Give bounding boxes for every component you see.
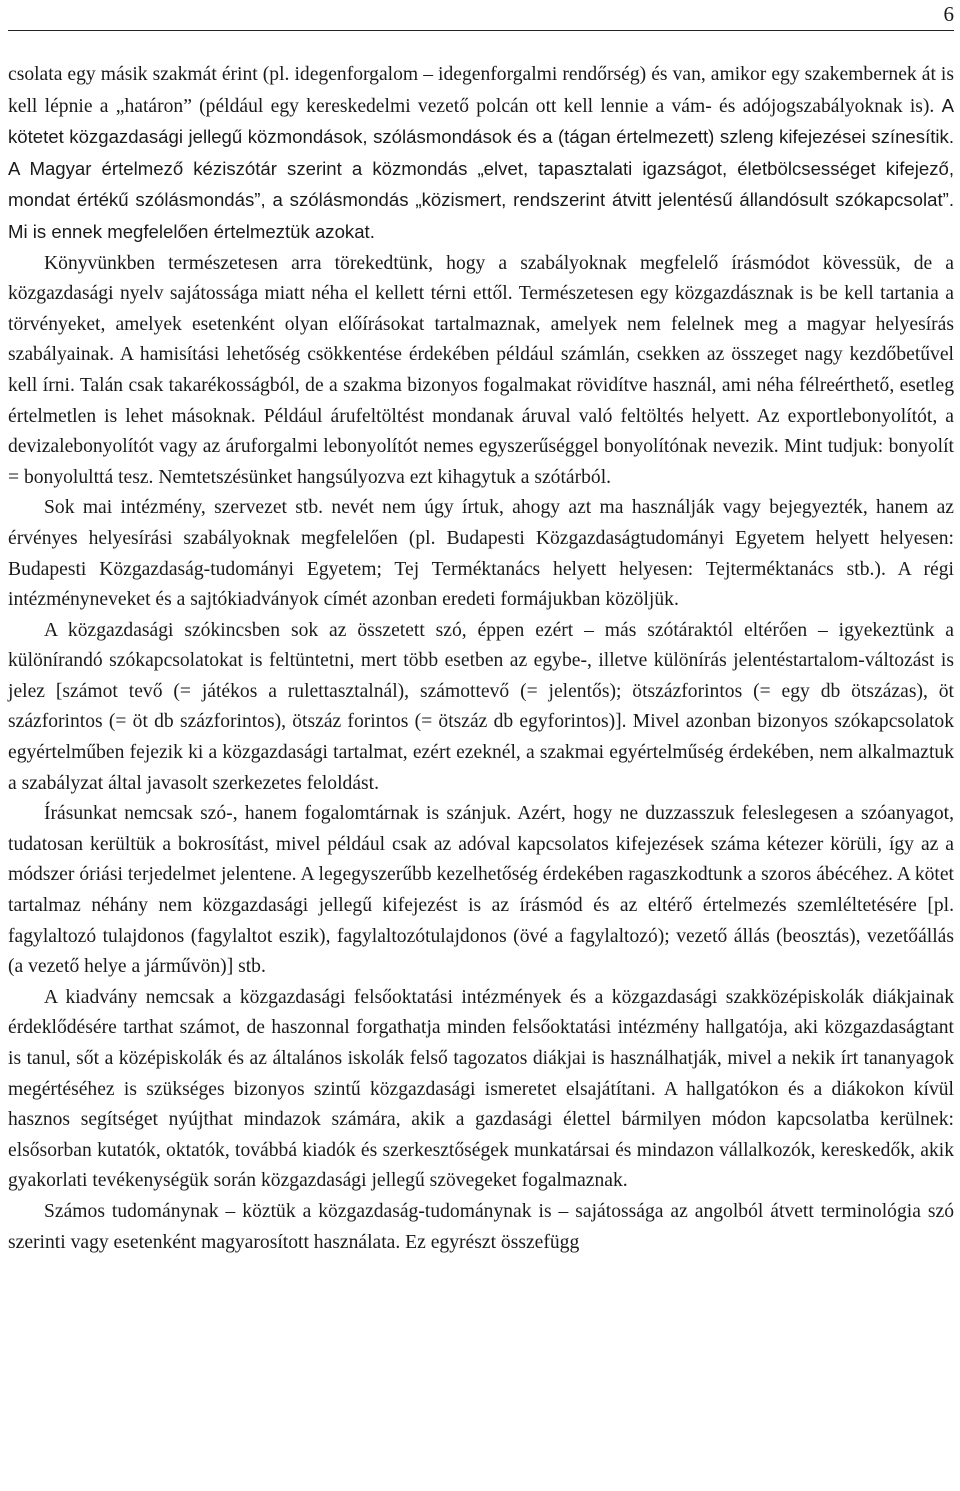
paragraph-5-text: Írásunkat nemcsak szó-, hanem fogalomtárnak is szánjuk. Azért, hogy ne duzzasszuk feleslegesen a szóanyagot, tudatosan kerültük a bokrosítást, mivel például csak az adóval kapcsolatos kifejezések száma kétezer körüli, így az a módszer óriási terjedelmet jelentene. A legegyszerűbb kezelhetőség érdekében ragaszkodtunk a szoros ábécéhez. A kötet tartalmaz néhány nem közgazdasági jellegű kifejezést is az írásmód és az eltérő értelmezés szemléltetésére [pl. fagylaltozó tulajdonos (fagylaltot eszik), fagylaltozótulajdonos (övé a fagylaltozó); vezető állás (beosztás), vezetőállás (a vezető helye a járművön)] stb. [8,803,954,978]
paragraph-7-text: Számos tudománynak – köztük a közgazdaság-tudománynak is – sajátossága az angolból átvett terminológia szó szerinti vagy esetenként magyarosított használata. Ez egyrészt összefügg [8,1200,954,1253]
paragraph-3-text: Sok mai intézmény, szervezet stb. nevét nem úgy írtuk, ahogy azt ma használják vagy bejegyezték, hanem az érvényes helyesírási szabályoknak megfelelően (pl. Budapesti Közgazdaságtudományi Egyetem helyett helyesen: Budapesti Közgazdaság-tudományi Egyetem; Tej Terméktanács helyett helyesen: Tejterméktanács stb.). A régi intézményneveket és a sajtókiadványok címét azonban eredeti formájukban közöljük. [8,497,954,611]
paragraph-2 [8,249,954,494]
paragraph-6-text: A kiadvány nemcsak a közgazdasági felsőoktatási intézmények és a közgazdasági szakközépiskolák diákjainak érdeklődésére tarthat számot, de haszonnal forgathatja minden felsőoktatási intézmény hallgatója, aki közgazdaságtant is tanul, sőt a középiskolák és az általános iskolák felső tagozatos diákjai is használhatják, mivel a nekik írt tananyagok megértéséhez is szükséges bizonyos szintű közgazdasági ismeretet elsajátítani. A hallgatókon és a diákokon kívül hasznos segítséget nyújthat mindazok számára, akik a gazdasági élettel bármilyen módon kapcsolatba kerülnek: elsősorban kutatók, oktatók, továbbá kiadók és szerkesztőségek munkatársai és mindazon vállalkozók, kereskedők, akik gyakorlati tevékenységük során közgazdasági jellegű szövegeket fogalmaznak. [8,986,954,1192]
paragraph-1-text-sans: A kötetet közgazdasági jellegű közmondások, szólásmondások és a (tágan értelmezett) szleng kifejezései színesítik. A Magyar értelmező kéziszótár szerint a közmondás „elvet, tapasztalati igazságot, életbölcsességet kifejező, mondat értékű szólásmondás”, a szólásmondás „közismert, rendszerint átvitt jelentésű állandósult szókapcsolat”. Mi is ennek megfelelően értelmeztük azokat. [8,94,954,242]
paragraph-4 [8,616,954,800]
page-header [8,0,954,31]
paragraph-6 [8,983,954,1197]
page-number: 6 [943,2,954,26]
page-body [8,60,954,1258]
paragraph-3 [8,493,954,615]
paragraph-7 [8,1197,954,1258]
paragraph-2-text: Könyvünkben természetesen arra törekedtünk, hogy a szabályoknak megfelelő írásmódot kövessük, de a közgazdasági nyelv sajátossága miatt néha el kellett térni ettől. Természetesen egy közgazdásznak is be kell tartania a törvényeket, amelyek esetenként olyan előírásokat tartalmaznak, amelyek nem felelnek meg a magyar helyesírás szabályainak. A hamisítási lehetőség csökkentése érdekében például számlán, csekken az összeget nagy kezdőbetűvel kell írni. Talán csak takarékosságból, de a szakma bizonyos fogalmakat rövidítve használ, ami néha félreérthető, esetleg értelmetlen is lehet másoknak. Például árufeltöltést mondanak áruval való feltöltés helyett. Az exportlebonyolítót, a devizalebonyolítót vagy az áruforgalmi lebonyolítót nemes egyszerűséggel bonyolítónak nevezik. Mint tudjuk: bonyolít = bonyolulttá tesz. Nemtetszésünket hangsúlyozva ezt kihagytuk a szótárból. [8,252,954,488]
paragraph-4-text: A közgazdasági szókincsben sok az összetett szó, éppen ezért – más szótáraktól eltérően – igyekeztünk a különírandó szókapcsolatokat is feltüntetni, mert több esetben az egybe-, illetve különírás jelentéstartalom-változást is jelez [számot tevő (= játékos a rulettasztalnál), számottevő (= jelentős); ötszázforintos (= egy db ötszázas), öt százforintos (= öt db százforintos), ötszáz forintos (= ötszáz db egyforintos)]. Mivel azonban bizonyos szókapcsolatok egyértelműben fejezik ki a közgazdasági tartalmat, ezért ezeknél, a szakmai egyértelműség érdekében, nem alkalmaztuk a szabályzat által javasolt szerkezetes feloldást. [8,619,954,794]
paragraph-5 [8,799,954,983]
paragraph-1-text-serif: csolata egy másik szakmát érint (pl. idegenforgalom – idegenforgalmi rendőrség) és van, amikor egy szakembernek át is kell lépnie a „határon” (például egy kereskedelmi vezető polcán ott kell lennie a vám- és adójogszabályoknak is). [8,64,954,117]
paragraph-1 [8,60,954,249]
